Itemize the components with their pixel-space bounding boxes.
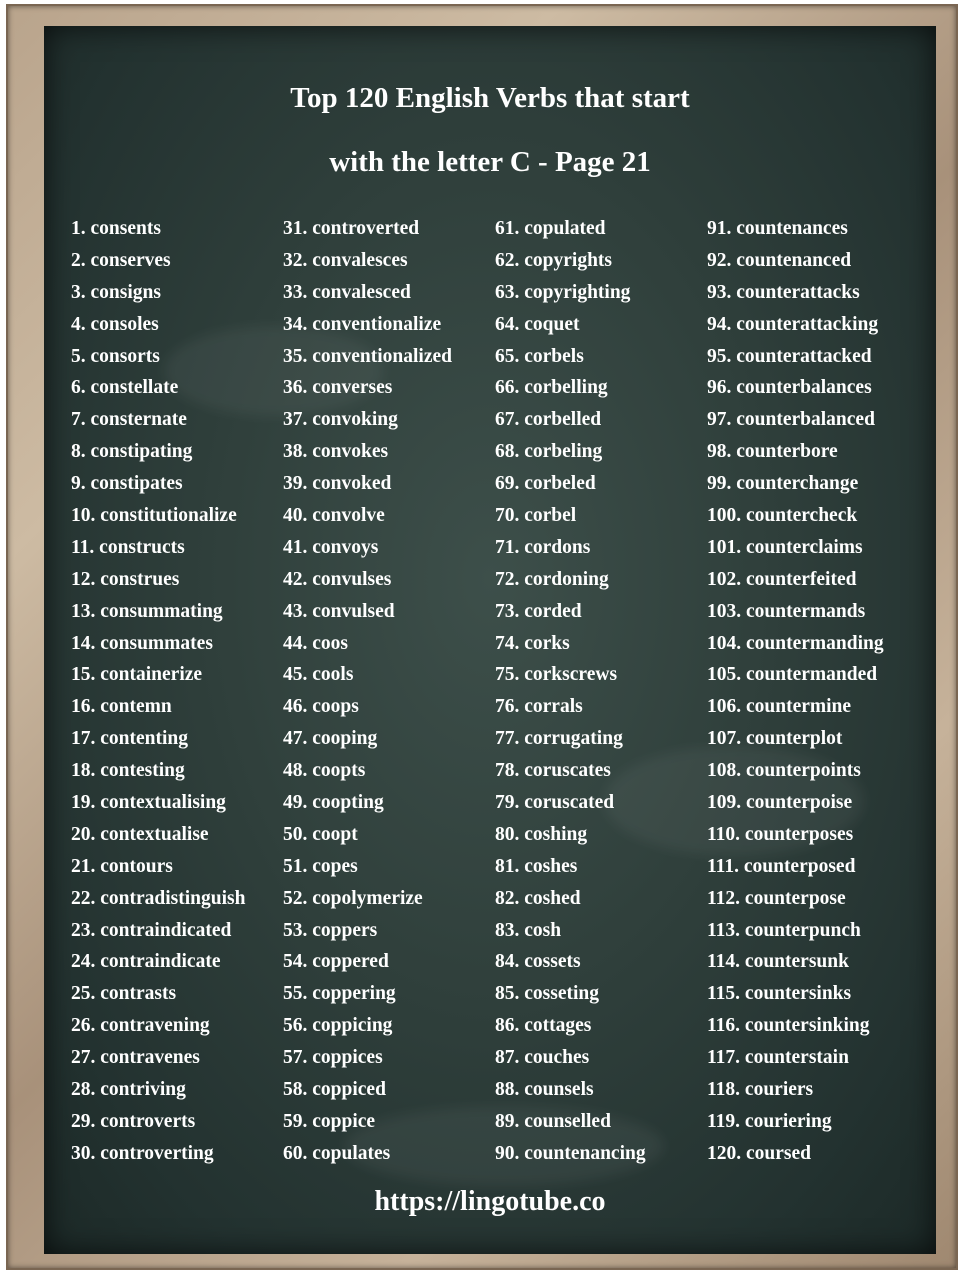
verb-item: 91. countenances — [707, 218, 848, 239]
verb-item: 23. contraindicated — [71, 919, 232, 941]
verb-item: 17. contenting — [71, 728, 188, 750]
verb-item: 116. countersinking — [707, 1015, 870, 1037]
verb-item: 36. converses — [283, 377, 393, 399]
verb-item: 104. countermanding — [707, 632, 884, 654]
verb-item: 4. consoles — [71, 313, 159, 335]
chalkboard-frame — [6, 4, 958, 1270]
verb-item: 53. coppers — [283, 919, 378, 941]
verb-item: 46. coops — [283, 696, 359, 718]
verb-column-3 — [495, 216, 705, 1173]
verb-item: 87. couches — [495, 1047, 590, 1069]
title-line-1: Top 120 English Verbs that start — [290, 82, 690, 114]
verb-item: 59. coppice — [283, 1110, 376, 1132]
verb-item: 111. counterposed — [707, 855, 856, 877]
verb-item: 9. constipates — [71, 473, 183, 495]
verb-item: 74. corks — [495, 632, 570, 654]
verb-item: 109. counterpoise — [707, 792, 853, 814]
verb-item: 82. coshed — [495, 887, 581, 909]
title-line-2: with the letter C - Page 21 — [329, 146, 651, 178]
verb-item: 63. copyrighting — [495, 281, 631, 303]
verb-item: 10. constitutionalize — [71, 505, 237, 527]
verb-item: 62. copyrights — [495, 249, 612, 271]
verb-item: 99. counterchange — [707, 473, 859, 495]
verb-item: 26. contravening — [71, 1015, 210, 1037]
verb-item: 2. conserves — [71, 249, 171, 271]
verb-item: 44. coos — [283, 632, 348, 654]
verb-item: 30. controverting — [71, 1142, 214, 1164]
verb-item: 28. contriving — [71, 1079, 186, 1101]
verb-column-2 — [283, 216, 493, 1173]
verb-item: 89. counselled — [495, 1110, 611, 1132]
verb-item: 58. coppiced — [283, 1079, 386, 1101]
verb-item: 15. containerize — [71, 664, 203, 686]
verb-item: 67. corbelled — [495, 409, 602, 431]
verb-item: 95. counterattacked — [707, 345, 872, 367]
verb-item: 81. coshes — [495, 855, 578, 877]
verb-item: 49. coopting — [283, 792, 384, 814]
verb-item: 64. coquet — [495, 313, 580, 335]
verb-item: 83. cosh — [495, 919, 562, 941]
verb-item: 19. contextualising — [71, 792, 226, 814]
verb-column-1 — [71, 216, 281, 1173]
verb-item: 57. coppices — [283, 1047, 383, 1069]
verb-item: 52. copolymerize — [283, 887, 423, 909]
verb-column-4 — [707, 216, 917, 1173]
verb-item: 119. couriering — [707, 1110, 832, 1132]
verb-item: 51. copes — [283, 855, 358, 877]
verb-item: 22. contradistinguish — [71, 887, 246, 909]
verb-item: 86. cottages — [495, 1015, 592, 1037]
verb-item: 76. corrals — [495, 696, 583, 718]
verb-item: 108. counterpoints — [707, 760, 861, 782]
verb-item: 79. coruscated — [495, 792, 615, 814]
verb-item: 29. controverts — [71, 1110, 196, 1132]
verb-item: 103. countermands — [707, 600, 866, 622]
verb-item: 43. convulsed — [283, 600, 395, 622]
verb-item: 13. consummating — [71, 600, 223, 622]
verb-item: 24. contraindicate — [71, 951, 221, 973]
verb-item: 65. corbels — [495, 345, 584, 367]
verb-item: 55. coppering — [283, 983, 396, 1005]
verb-item: 93. counterattacks — [707, 281, 860, 303]
verb-item: 25. contrasts — [71, 983, 177, 1005]
verb-item: 35. conventionalized — [283, 345, 452, 367]
verb-item: 39. convoked — [283, 473, 392, 495]
verb-item: 92. countenanced — [707, 249, 852, 271]
verb-item: 72. cordoning — [495, 568, 609, 590]
verb-item: 97. counterbalanced — [707, 409, 875, 431]
verb-item: 38. convokes — [283, 441, 389, 463]
verb-item: 66. corbelling — [495, 377, 608, 399]
verb-item: 7. consternate — [71, 409, 187, 431]
verb-item: 12. construes — [71, 568, 180, 590]
verb-item: 42. convulses — [283, 568, 392, 590]
verb-item: 85. cosseting — [495, 983, 599, 1005]
verb-item: 77. corrugating — [495, 728, 623, 750]
verb-item: 40. convolve — [283, 505, 385, 527]
verb-item: 21. contours — [71, 855, 173, 877]
verb-item: 47. cooping — [283, 728, 378, 750]
verb-item: 34. conventionalize — [283, 313, 442, 335]
footer-url: https://lingotube.co — [374, 1186, 606, 1217]
verb-item: 78. coruscates — [495, 760, 611, 782]
verb-item: 33. convalesced — [283, 281, 411, 303]
verb-item: 70. corbel — [495, 505, 577, 527]
verb-item: 16. contemn — [71, 696, 172, 718]
verb-item: 3. consigns — [71, 281, 161, 303]
verb-item: 50. coopt — [283, 823, 358, 845]
verb-item: 45. cools — [283, 664, 354, 686]
verb-item: 5. consorts — [71, 345, 160, 367]
verb-item: 117. counterstain — [707, 1047, 849, 1069]
verb-item: 69. corbeled — [495, 473, 596, 495]
verb-item: 96. counterbalances — [707, 377, 872, 399]
verb-item: 98. counterbore — [707, 441, 838, 463]
verb-item: 8. constipating — [71, 441, 193, 463]
verb-item: 68. corbeling — [495, 441, 603, 463]
verb-item: 114. countersunk — [707, 951, 849, 973]
verb-item: 6. constellate — [71, 377, 179, 399]
verb-item: 106. countermine — [707, 696, 852, 718]
verb-item: 80. coshing — [495, 823, 588, 845]
verb-item: 94. counterattacking — [707, 313, 879, 335]
verb-item: 73. corded — [495, 600, 582, 622]
verb-item: 120. coursed — [707, 1142, 811, 1164]
verb-item: 101. counterclaims — [707, 536, 863, 558]
verb-item: 113. counterpunch — [707, 919, 861, 941]
verb-item: 102. counterfeited — [707, 568, 857, 590]
verb-item: 100. countercheck — [707, 505, 858, 527]
verb-item: 48. coopts — [283, 760, 366, 782]
verb-item: 110. counterposes — [707, 823, 854, 845]
verb-item: 118. couriers — [707, 1079, 814, 1101]
verb-item: 27. contravenes — [71, 1047, 200, 1069]
verb-item: 1. consents — [71, 218, 161, 239]
verb-item: 14. consummates — [71, 632, 213, 654]
verb-item: 90. countenancing — [495, 1142, 646, 1164]
verb-item: 32. convalesces — [283, 249, 408, 271]
verb-item: 18. contesting — [71, 760, 185, 782]
verb-item: 75. corkscrews — [495, 664, 618, 686]
verb-item: 60. copulates — [283, 1142, 391, 1164]
verb-item: 71. cordons — [495, 536, 591, 558]
verb-item: 11. constructs — [71, 536, 185, 558]
verb-item: 105. countermanded — [707, 664, 878, 686]
verb-item: 61. copulated — [495, 218, 606, 239]
verb-item: 88. counsels — [495, 1079, 594, 1101]
verb-item: 20. contextualise — [71, 823, 209, 845]
verb-item: 112. counterpose — [707, 887, 846, 909]
verb-item: 115. countersinks — [707, 983, 852, 1005]
verb-item: 41. convoys — [283, 536, 379, 558]
verb-item: 31. controverted — [283, 218, 420, 239]
verb-item: 56. coppicing — [283, 1015, 393, 1037]
verb-item: 84. cossets — [495, 951, 581, 973]
verb-item: 37. convoking — [283, 409, 398, 431]
verb-item: 107. counterplot — [707, 728, 843, 750]
chalkboard — [44, 26, 936, 1254]
verb-item: 54. coppered — [283, 951, 389, 973]
